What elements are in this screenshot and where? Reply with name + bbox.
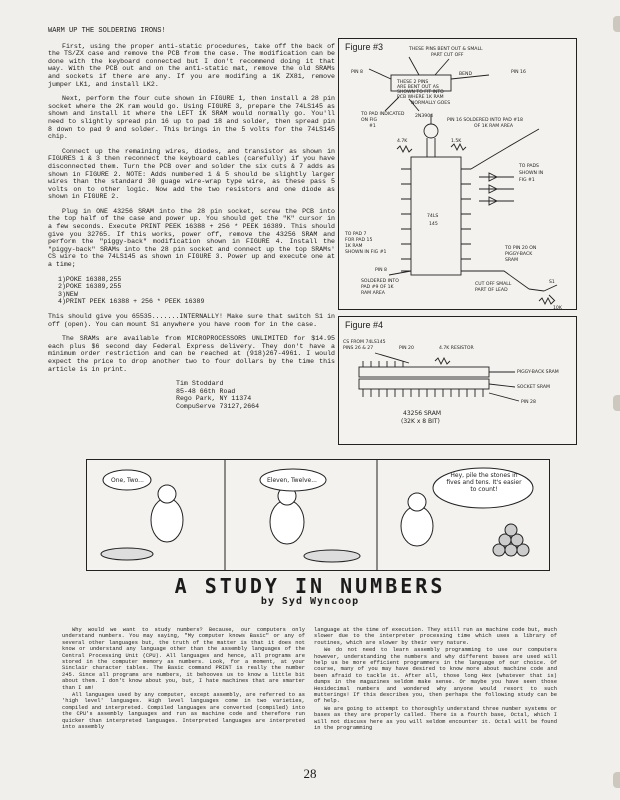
svg-text:TO PADS: TO PADS [519,164,539,169]
svg-text:4.7K: 4.7K [397,139,408,144]
figure-4 [338,316,577,445]
comic-strip [86,459,550,571]
svg-text:PIN 16: PIN 16 [511,70,526,75]
socket-sram [359,379,489,389]
svg-text:SHOWN TO FIT INTO: SHOWN TO FIT INTO [397,90,444,95]
svg-text:S1: S1 [549,280,555,285]
paragraph: Next, perform the four cute shown in FIGURE 1, then install a 28 pin socket where the 2K ram would go. Using FIGURE 3, prepare the 74LS145 as shown and install it where the LEFT 1K SRAM would normally go. You'll need to slightly spread pin 16 up to pad 18 and solder, then spread pin 8 down to pad 9 and solder. This brings in the 5 volts for the 74LS145 chip. [48,95,335,141]
svg-text:NORMALLY GOES: NORMALLY GOES [411,101,451,106]
svg-text:4.7K RESISTOR: 4.7K RESISTOR [439,346,474,351]
svg-text:SOLDERED INTO: SOLDERED INTO [361,279,399,284]
caveman-figure [151,498,183,542]
svg-text:145: 145 [429,222,438,227]
binder-hole [613,395,620,411]
svg-text:#1: #1 [369,124,376,129]
paragraph: We are going to attempt to thoroughly understand three number systems or bases as they are properly called. There is a fourth base, Octal, which I will not discuss here as you will seldom encounter it. Octal will be found in the programming [314,705,557,732]
caveman-figure [270,500,304,544]
figure-4-diagram [339,317,576,444]
svg-text:SRAM: SRAM [505,258,519,263]
svg-text:SHOWN IN: SHOWN IN [519,171,544,176]
svg-text:CS FROM 74LS145: CS FROM 74LS145 [343,340,386,345]
code-line: 2)POKE 16389,255 [58,283,122,291]
author-signature [176,380,335,410]
resistor-1-5k [451,144,466,150]
paragraph: Why would we want to study numbers? Because, our computers only understand numbers. You may saying, "My computer knows Basic" or any of several other languages but, the truth of the matter is that it does not know or understand any language other than the assembly languages of the Central Processing Unit (CPU). All languages and hence, all programs are stored in the computer memory as numbers. Look, for a moment, at your Sinclair character tables. The Basic command PRINT is really the number 245. Since all programs are numbers, it behooves us to know a little bit about them. I don't know about you, but, I hate machines that are smarter than I am! [62,627,305,691]
svg-text:ON FIG: ON FIG [361,118,378,123]
section-heading: WARM UP THE SOLDERING IRONS! [48,27,166,35]
svg-text:TO PIN 20 ON: TO PIN 20 ON [505,246,537,251]
instructions-column [48,28,335,411]
svg-text:PIN 20: PIN 20 [399,346,414,351]
article-byline: by Syd Wyncoop [260,596,360,607]
code-line: 3)NEW [58,290,78,298]
svg-text:TO PAD INDICATED: TO PAD INDICATED [361,112,405,117]
resistor-4-7k [397,146,412,152]
figure-4-title: Figure #4 [345,320,384,330]
svg-text:OF 1K RAM AREA: OF 1K RAM AREA [474,124,514,129]
svg-text:SHOWN IN FIG #1: SHOWN IN FIG #1 [345,250,387,255]
svg-text:74LS: 74LS [427,214,439,219]
signature-line: CompuServe 73127,2664 [176,402,260,410]
svg-text:FOR PAD 15: FOR PAD 15 [345,238,373,243]
comic-panels [87,460,549,570]
svg-text:RAM AREA: RAM AREA [361,291,385,296]
code-listing [58,276,335,306]
svg-text:10K: 10K [553,306,562,309]
paragraph: First, using the proper anti-static procedures, take off the back of the TS/ZX case and remove the PCB from the case. The modification can be done with the keyboard connected but I don't recommend doing it that way. With the PCB out and on the anti-static mat, remove the old SRAMs and sockets if there are any. If you are modifing a 1K ZX81, remove jumper LK1, and install LK2. [48,42,335,88]
svg-text:43256 SRAM: 43256 SRAM [403,410,442,417]
svg-text:BEND: BEND [459,72,473,77]
svg-text:PIN 8: PIN 8 [375,268,387,273]
svg-text:1K RAM: 1K RAM [345,244,363,249]
paragraph: All languages used by any computer, except assembly, are referred to as 'high level' languages. High level languages come in two varieties, compiled and interpreted. Compiled languages are converted (compiled) into the CPU's assembly languages and run as machine code and therefore run quicker than interpreted languages. Interpreted languages are interpreted into assembly [62,692,305,731]
figure-3-title: Figure #3 [345,42,384,52]
signature-line: Tim Stoddard [176,380,224,388]
figure-3-annotations [344,46,563,309]
svg-text:THESE PINS BENT OUT & SMALL: THESE PINS BENT OUT & SMALL [409,47,483,52]
paragraph: This should give you 65535.......INTERNALLY! Make sure that switch S1 in off (open). You can mount S1 anywhere you have room for in the case. [48,313,335,328]
bubble-text: Hey, pile the stones in fives and tens. It's easier to count! [446,472,522,493]
piggy-back-sram [359,367,489,377]
paragraph: We do not need to learn assembly programming to use our computers however, understanding the numbers and why different bases are used will help us be more efficient programmers in the language of our choice. Of course, many of you may have desired to know more about machine code and been afraid to tackle it. After all, those long Hex (whatever that is) dumps in the magazines seldom make sense. Or maybe you have seen those Hexidecimal numbers and wondered why anyone would resort to such mutterings! If this describes you, then perhaps the following study can be of help. [314,647,557,705]
resistor-4-7k [435,358,450,364]
svg-text:2N3904: 2N3904 [415,114,434,119]
svg-text:PIGGY-BACK SRAM: PIGGY-BACK SRAM [517,370,559,375]
svg-text:PCB WHERE 1K RAM: PCB WHERE 1K RAM [397,95,444,100]
svg-text:PIN 16 SOLDERED INTO PAD #18: PIN 16 SOLDERED INTO PAD #18 [447,118,523,123]
svg-text:PART OF LEAD: PART OF LEAD [475,288,508,293]
caveman-figure [401,506,433,546]
switch-s1 [529,285,557,301]
code-line: 4)PRINT PEEK 16388 + 256 * PEEK 16389 [58,298,205,306]
svg-text:PIN 28: PIN 28 [521,400,536,405]
svg-text:SOCKET SRAM: SOCKET SRAM [517,385,550,390]
figure-4-annotations [343,339,559,425]
svg-text:ARE BENT OUT AS: ARE BENT OUT AS [397,85,439,90]
bubble-text: One, Two... [111,477,144,484]
svg-text:PAD #9 OF 1K: PAD #9 OF 1K [361,285,394,290]
bubble-text: Eleven, Twelve... [267,477,317,484]
article-column-left [62,627,305,732]
svg-text:TO PAD 7: TO PAD 7 [345,232,367,237]
transistor-2n3904 [424,124,438,138]
article-title: A STUDY IN NUMBERS [174,574,446,598]
figure-3-diagram [339,39,576,309]
binder-hole [613,16,620,32]
svg-text:PINS 26 & 27: PINS 26 & 27 [343,346,374,351]
paragraph: language at the time of execution. They still run as machine code but, much slower due to the interpreter processing time which uses a library of routines, which are slower by their very nature. [314,627,557,646]
resistor-10k [539,298,554,304]
paragraph: Plug in ONE 43256 SRAM into the 28 pin socket, screw the PCB into the top half of the case and power up. You should get the "K" cursor in a few seconds. Execute PRINT PEEK 16388 + 256 * PEEK 16389. This should give you 32765. If this works, power off, remove the 43256 SRAM and perform the "piggy-back" modification shown in FIGURE 4. Install the "piggy-back" SRAMs into the 28 pin socket and connect up the top SRAMs' CS wire to the 74LS145 as shown in FIGURE 3. Power up and execute one at a time; [48,207,335,269]
svg-text:1.5K: 1.5K [451,139,462,144]
svg-text:THESE 2 PINS: THESE 2 PINS [397,80,429,85]
signature-line: 85-48 66th Road [176,387,236,395]
svg-text:PART CUT OFF: PART CUT OFF [431,53,464,58]
svg-text:CUT OFF SMALL: CUT OFF SMALL [475,282,512,287]
svg-text:(32K x 8 BIT): (32K x 8 BIT) [401,418,440,425]
signature-line: Rego Park, NY 11374 [176,395,252,403]
article-column-right [314,627,557,733]
svg-text:PIN 8: PIN 8 [351,70,363,75]
svg-text:FIG #1: FIG #1 [519,178,535,183]
binder-hole [613,772,620,788]
figure-3 [338,38,577,310]
paragraph: The SRAMs are available from MICROPROCESSORS UNLIMITED for $14.95 each plus $6 second day Federal Express delivery. They don't have a minimum order restriction and can be reached at (918)267-4961. I would expect the price to drop another two to four dollars by the time this article is in print. [48,335,335,373]
code-line: 1)POKE 16388,255 [58,275,122,283]
svg-text:PIGGY-BACK: PIGGY-BACK [505,252,533,257]
page-number: 28 [303,766,317,781]
paragraph: Connect up the remaining wires, diodes, and transistor as shown in FIGURES 1 & 3 then reconnect the keyboard cables (carefully) if you have disconnected them. Turn the PCB over and solder the six cuts & 7 adds as shown in FIGURE 2. NOTE: Adds numbered 1 & 5 should be slightly larger wires than the standard 30 guage wire-wrap type wire, as these pass 5 volts on to other logic. Now add the two resistors and one diode as shown in FIGURE 2. [48,147,335,201]
